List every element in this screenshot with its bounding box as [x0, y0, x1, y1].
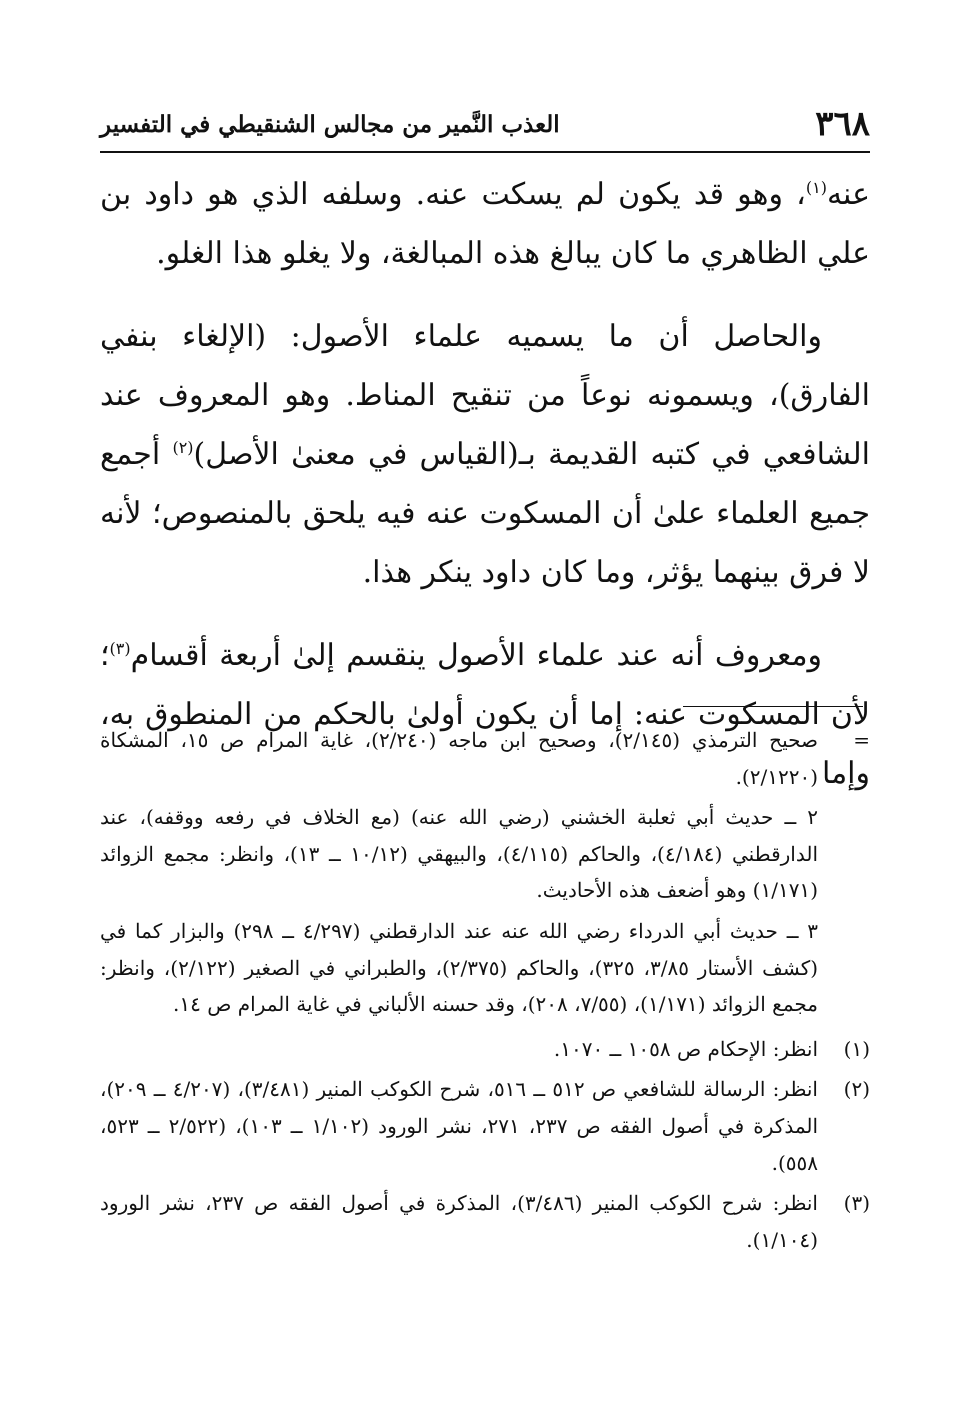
- footnote-ref-2: (٢): [172, 438, 194, 457]
- footnote-3-text: انظر: شرح الكوكب المنير (٣/٤٨٦)، المذكرة في أصول الفقه ص ٢٣٧، نشر الورود (١/١٠٤).: [100, 1191, 818, 1252]
- header-rule: [100, 151, 870, 153]
- paragraph-2: [100, 307, 870, 602]
- paragraph-3-start: ومعروف أنه عند علماء الأصول ينقسم إلىٰ أربعة أقسام: [130, 638, 822, 673]
- footnote-1-text: انظر: الإحكام ص ١٠٥٨ ــ ١٠٧٠.: [553, 1036, 818, 1061]
- footnote-continuation: [100, 722, 870, 1027]
- paragraph-2-end: أجمع جميع العلماء علىٰ أن المسكوت عنه فيه يلحق بالمنصوص؛ لأنه لا فرق بينهما يؤثر، وما كان داود ينكر هذا.: [100, 437, 870, 590]
- page-header: [100, 100, 870, 148]
- paragraph-3-end: ؛ لأن المسكوت عنه: إما أن يكون أولىٰ بالحكم من المنطوق به، وإما: [100, 638, 870, 791]
- paragraph-2-start: والحاصل أن ما يسميه علماء الأصول: (الإلغاء بنفي الفارق)، ويسمونه نوعاً من تنقيح المناط. وهو المعروف عند الشافعي في كتبه القديمة بـ(القياس في معنىٰ الأصل): [100, 319, 870, 472]
- footnote-separator: [683, 706, 863, 707]
- footnote-2-text: انظر: الرسالة للشافعي ص ٥١٢ ــ ٥١٦، شرح الكوكب المنير (٣/٤٨١)، (٤/٢٠٧ ــ ٢٠٩)، المذكرة في أصول الفقه ص ٢٣٧، ٢٧١، نشر الورود (١/١٠٢ ــ ١٠٣)، (٢/٥٢٢ ــ ٥٢٣، ٥٥٨).: [100, 1077, 819, 1175]
- paragraph-1: [100, 165, 870, 283]
- continuation-paragraph-1: صحيح الترمذي (٢/١٤٥)، وصحيح ابن ماجه (٢/٢٤٠)، غاية المرام ص ١٥، المشكاة (٢/١٢٢٠).: [100, 728, 819, 789]
- footnote-3: [100, 1185, 870, 1258]
- footnote-2: [100, 1071, 870, 1181]
- continuation-paragraph-3: ٣ ــ حديث أبي الدرداء رضي الله عنه عند الدارقطني (٤/٢٩٧ ــ ٢٩٨) والبزار كما في (كشف الأستار ٣/٨٥، ٣٢٥)، والحاكم (٢/٣٧٥)، والطبراني في الصغير (٢/١٢٢)، وانظر: مجمع الزوائد (١/١٧١)، (٧/٥٥، ٢٠٨)، وقد حسنه الألباني في غاية المرام ص ١٤.: [100, 918, 819, 1017]
- footnote-2-marker: (٢): [843, 1077, 870, 1102]
- continuation-paragraph-2: ٢ ــ حديث أبي ثعلبة الخشني (رضي الله عنه) (مع الخلاف في رفعه ووقفه)، عند الدارقطني (٤/١٨٤)، والحاكم (٤/١١٥)، والبيهقي (١٠/١٢ ــ ١٣)، وانظر: مجمع الزوائد (١/١٧١) وهو أضعف هذه الأحاديث.: [100, 805, 819, 903]
- main-text: [100, 165, 870, 803]
- footnote-ref-1: (١): [805, 178, 827, 197]
- footnote-1: [100, 1031, 870, 1068]
- page-number: ٣٦٨: [815, 104, 870, 144]
- continuation-marker: =: [853, 728, 870, 752]
- continuation-body: [100, 722, 818, 1027]
- footnote-3-marker: (٣): [843, 1191, 870, 1216]
- paragraph-1-start: عنه: [826, 177, 870, 212]
- footnote-ref-3: (٣): [109, 639, 131, 658]
- footnote-1-marker: (١): [843, 1036, 870, 1061]
- footnotes: [100, 722, 870, 1262]
- running-title: العذب النَّمير من مجالس الشنقيطي في التفسير: [100, 110, 560, 138]
- paragraph-1-end: ، وهو قد يكون لم يسكت عنه. وسلفه الذي هو داود بن علي الظاهري ما كان يبالغ هذه المبالغة، ولا يغلو هذا الغلو.: [100, 177, 870, 271]
